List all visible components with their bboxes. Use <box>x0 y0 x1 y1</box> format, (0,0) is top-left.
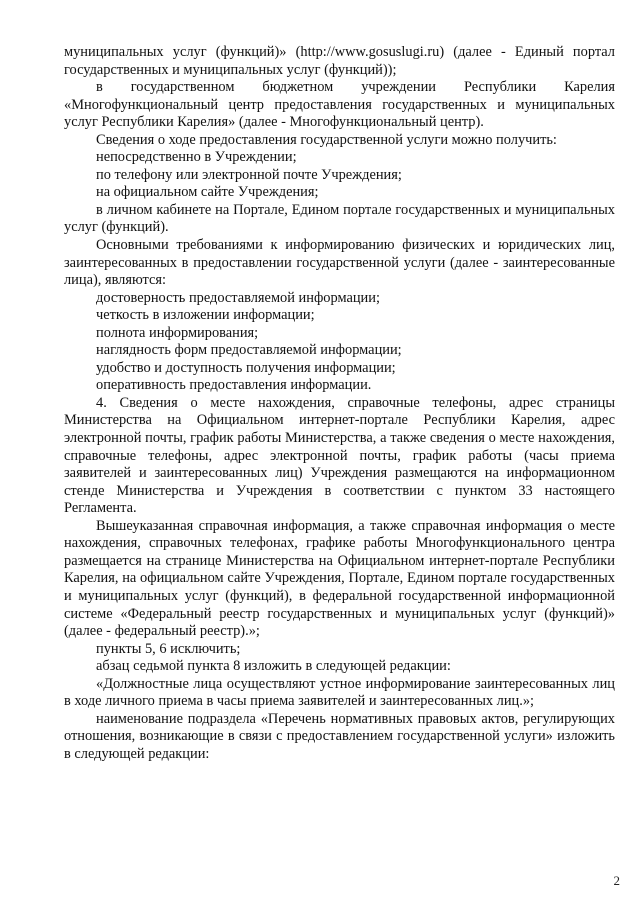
paragraph-13: удобство и доступность получения информации; <box>96 359 396 376</box>
paragraph-8: Основными требованиями к информированию физических и юридических лиц, заинтересованных в предоставлении государственной услуги (далее - заинтересованные лица), являются: <box>64 237 615 289</box>
paragraph-19: «Должностные лица осуществляют устное информирование заинтересованных лиц в ходе личного приема в часы приема заявителей и заинтересованных лиц.»; <box>64 675 615 710</box>
paragraph-18: абзац седьмой пункта 8 изложить в следующей редакции: <box>96 658 451 675</box>
paragraph-3: Сведения о ходе предоставления государственной услуги можно получить: <box>96 131 557 148</box>
paragraph-14: оперативность предоставления информации. <box>96 377 372 394</box>
paragraph-5: по телефону или электронной почте Учреждения; <box>96 166 402 183</box>
paragraph-12: наглядность форм предоставляемой информации; <box>96 342 402 359</box>
paragraph-9: достоверность предоставляемой информации; <box>96 289 380 306</box>
paragraph-1: муниципальных услуг (функций)» (http://www.gosuslugi.ru) (далее - Единый портал государственных и муниципальных услуг (функций)); <box>64 44 615 78</box>
paragraph-20: наименование подраздела «Перечень нормативных правовых актов, регулирующих отношения, возникающие в связи с предоставлением государственной услуги» изложить в следующей редакции: <box>64 710 615 762</box>
paragraph-6: на официальном сайте Учреждения; <box>96 184 319 201</box>
paragraph-16: Вышеуказанная справочная информация, а также справочная информация о месте нахождения, справочных телефонах, графике работы Многофункционального центра размещается на странице Министерства на Официальном интернет-портале Республики Карелия, на официальном сайте Учреждения, Портале, Едином портале государственных и муниципальных услуг (функций), в федеральной государственной информационной системе «Федеральный реестр государственных и муниципальных услуг (функций)» (далее - федеральный реестр).»; <box>64 517 615 640</box>
page-number: 2 <box>613 873 620 888</box>
paragraph-7: в личном кабинете на Портале, Едином портале государственных и муниципальных услуг (функций). <box>64 201 615 236</box>
paragraph-2: в государственном бюджетном учреждении Республики Карелия «Многофункциональный центр предоставления государственных и муниципальных услуг Республики Карелия» (далее - Многофункциональный центр). <box>64 79 615 131</box>
paragraph-15: 4. Сведения о месте нахождения, справочные телефоны, адрес страницы Министерства на Официальном интернет-портале Республики Карелия, адрес электронной почты, график работы Министерства, а также сведения о месте нахождения, справочные телефоны, адрес электронной почты, график работы (часы приема заявителей и заинтересованных лиц) Учреждения размещаются на информационном стенде Министерства и Учреждения в соответствии с пунктом 33 настоящего Регламента. <box>64 394 615 517</box>
paragraph-10: четкость в изложении информации; <box>96 307 315 324</box>
paragraph-4: непосредственно в Учреждении; <box>96 149 297 166</box>
paragraph-17: пункты 5, 6 исключить; <box>96 640 241 657</box>
document-page <box>64 44 615 763</box>
paragraph-11: полнота информирования; <box>96 324 259 341</box>
